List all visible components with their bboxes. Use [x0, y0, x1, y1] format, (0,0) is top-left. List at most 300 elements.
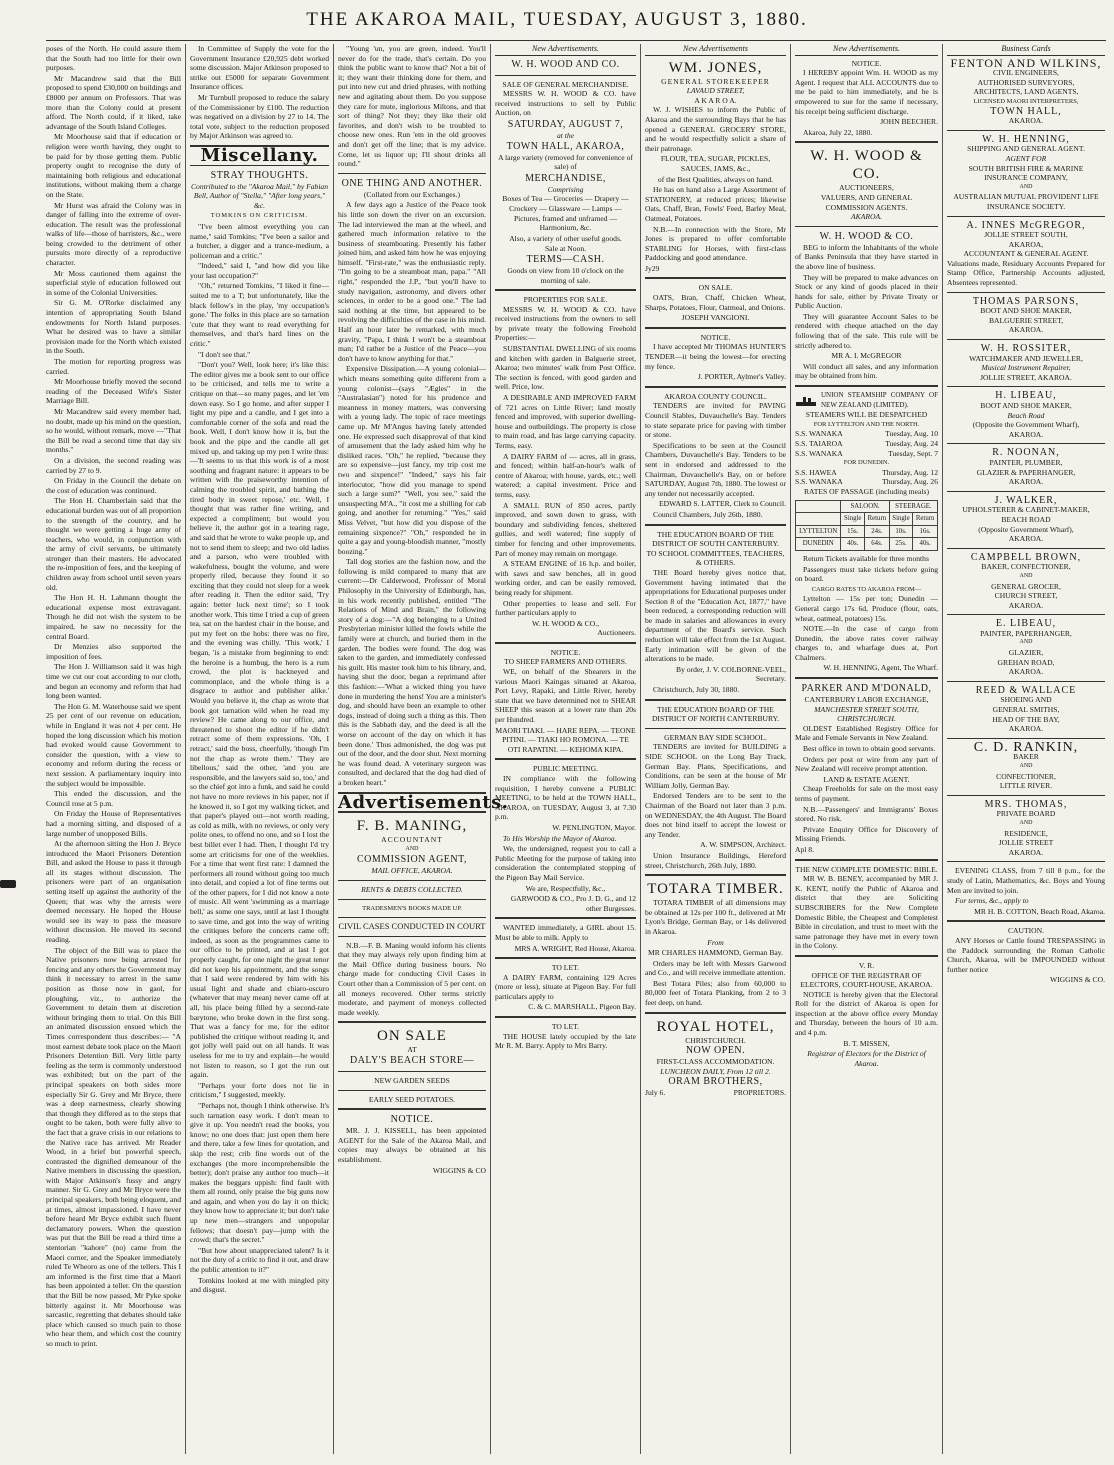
business-card — [947, 297, 1105, 335]
card-name: A. INNES McGREGOR, — [966, 219, 1086, 231]
card-name: W. H. HENNING, — [982, 133, 1070, 145]
card-line: PAINTER, PAPERHANGER, — [980, 628, 1072, 638]
card-line: JOLLIE STREET — [998, 838, 1054, 848]
ad-body: Orders may be left with Messrs Garwood and Co., and will receive immediate attention. — [645, 958, 786, 978]
ad-line: GENERAL STOREKEEPER — [661, 76, 770, 86]
ad-line: Goods on view from 10 o'clock on the morning of sale. — [507, 265, 624, 285]
ship-schedule-north — [795, 429, 938, 458]
article-paragraph: "But how about unappreciated talent? Is it not the duty of a critic to find it out, and draw the public attention to it?" — [190, 1245, 329, 1275]
ad-line: CIVIL CASES CONDUCTED IN COURT — [338, 921, 486, 932]
article-paragraph: The Hon J. Williamson said it was high time we cut our coat according to our cloth, and begun an economy and reform that had long been wanted. — [46, 662, 181, 701]
section-divider — [947, 443, 1105, 444]
card-line: AGENT FOR — [1005, 153, 1047, 163]
card-line: JOLLIE STREET, AKAROA. — [980, 372, 1072, 382]
ad-line: FOR LYTTELTON AND THE NORTH. — [813, 420, 920, 428]
article-paragraph: Mr Macandrew said that the Bill proposed to spend £30,000 on buildings and £8000 per annum on Professors. That was more than the Colony could at present afford. The North could, if it liked, take advantage of the South Island Colleges. — [46, 73, 181, 131]
section-divider — [645, 1012, 786, 1014]
ad-title: UNION STEAMSHIP COMPANY OF NEW ZEALAND (LIMITED). — [821, 391, 938, 409]
ad-body: WE, on behalf of the Shearers in the various Maori Kaingas situated at Akaroa, Port Levy, Rapaki, and Little River, hereby state that we have determined not to SHEAR SHEEP this season at a lower rate than 20s per Hundred. — [495, 667, 636, 725]
business-card — [947, 800, 1105, 858]
ad-body: Lyttelton — 15s per ton; Dunedin — General cargo 17s 6d, Produce (flour, oats, wheat, oatmeal, potatoes) 15s. — [795, 594, 938, 623]
ad-title: NOTICE. — [390, 1114, 434, 1126]
column-rule — [942, 44, 943, 1454]
ad-line: at the — [556, 130, 575, 140]
ad-title: OFFICE OF THE REGISTRAR OF ELECTORS, COURT-HOUSE, AKAROA. — [800, 970, 933, 990]
section-title-advertisements: Advertisements. — [338, 791, 509, 813]
section-divider — [338, 880, 486, 881]
ad-title: ON SALE — [377, 1028, 447, 1045]
article-paragraph: Mr Moorhouse said that if education or religion were worth having, they ought to be paid for by those getting them. Public property ought to recognise the duty of maintaining both religious and educational institutions, without making them a charge on the State. — [46, 132, 181, 199]
column-rule — [640, 44, 641, 1454]
ad-line: Boxes of Tea — Groceries — Drapery — Crockery — Glassware — Lamps — Pictures, framed and unframed — Harmonium, &c. — [502, 194, 629, 233]
section-divider — [495, 642, 636, 644]
column-business-cards — [947, 44, 1105, 1454]
table-cell: Single — [889, 513, 913, 526]
ad-line: AKAROA. — [850, 212, 882, 222]
ad-title: ROYAL HOTEL, — [656, 1018, 775, 1035]
section-divider — [495, 917, 636, 919]
ad-body: I have accepted Mr THOMAS HUNTER'S TENDER—it being the lowest—for erecting my fence. — [645, 342, 786, 371]
card-line: Valuations made, Residuary Accounts Prepared for Stamp Office, Partnership Accounts adjusted, Absentees represented. — [947, 258, 1105, 288]
section-divider — [795, 955, 938, 957]
card-line: GLAZIER & PAPERHANGER, — [976, 467, 1076, 477]
card-line: (Opposite Government Wharf), — [978, 524, 1074, 534]
ad-title: THE EDUCATION BOARD OF THE DISTRICT OF SOUTH CANTERBURY. — [652, 529, 779, 549]
section-divider — [338, 1108, 486, 1110]
article-paragraph: On a division, the second reading was carried by 27 to 9. — [46, 455, 181, 475]
ad-line: FIRST-CLASS ACCOMMODATION. — [656, 1057, 775, 1067]
business-card — [947, 553, 1105, 611]
ad-signature: JOHN BEECHER. — [880, 117, 938, 127]
ad-body: A STEAM ENGINE of 16 h.p. and boiler, with saws and saw benches, all in good working order, and can be easily removed, being ready for shipment. — [495, 559, 636, 597]
ad-line: NOW OPEN. — [685, 1045, 746, 1057]
column-header: New Advertisements. — [795, 44, 938, 56]
ad-line: STEAMERS WILL BE DESPATCHED — [805, 410, 928, 420]
card-line: BAKER — [1013, 752, 1039, 762]
card-name: R. NOONAN, — [992, 447, 1060, 459]
article-paragraph: Mr Macandrew said every member had, no doubt, made up his mind on the question, so he would, without remark, move —"That the Bill be read a second time that day six months." — [46, 406, 181, 455]
card-line: AND — [1019, 572, 1033, 579]
ad-signature: MRS A. WRIGHT, Red House, Akaroa. — [514, 943, 636, 953]
table-cell: 15s. — [841, 525, 865, 538]
ad-title: NOTICE. — [700, 332, 731, 342]
section-divider — [495, 1016, 636, 1018]
ad-body: TENDERS are invited for BUILDING a SIDE SCHOOL on the Long Bay Track, German Bay. Plans, Specifications, and Conditions, can be seen at the house of Mr William Jolly, German Bay. — [645, 742, 786, 790]
ad-line: TRADESMEN'S BOOKS MADE UP. — [362, 904, 462, 912]
card-line: AKAROA. — [1008, 724, 1044, 734]
article-paragraph: Tall dog stories are the fashion now, and the following is mild compared to many that are current:—Dr Calderwood, Professor of Moral Philosophy in the University of Edinburgh, has, in his work recently published, entitled "The Relations of Mind and Brain," the following story of a dog:—"A dog belonging to a United Presbyterian minister killed the fowls while the family were at church, and buried them in the garden. The bodies were found. The dog was taken to the garden, and immediately confessed his guilt. His master took him to his library, and, having shut the door, began a reprimand after this fashion:—'What a wicked thing you have done in murdering the hens! You are a minister's dog, and should have been an example to other dogs, instead of doing such a thing as this. Then this is the Sabbath day, and the deed is all the worse on account of the day on which it has been done.' Thus admonished, the dog was put out of the door, and the door shut. Next morning he was found dead. A veterinary surgeon was consulted, and declared that the dog had died of a broken heart." — [338, 557, 486, 787]
ad-line: COMMISSION AGENT, — [357, 854, 467, 866]
business-card — [947, 496, 1105, 544]
article-paragraph: "Perhaps your forte does not lie in criticism," I suggested, meekly. — [190, 1080, 329, 1100]
ad-signature: MR CHARLES HAMMOND, German Bay. — [648, 948, 783, 958]
card-line: UPHOLSTERER & CABINET-MAKER, — [962, 505, 1090, 515]
ad-line: RATES OF PASSAGE (including meals) — [803, 486, 930, 496]
column-header: New Advertisements. — [495, 44, 636, 56]
ad-body: NOTE.—In the case of cargo from Dunedin, the above rates cover railway charges to, and wharfage dues at, Port Chalmers. — [795, 624, 938, 662]
ad-subtitle: TO SCHOOL COMMITTEES, TEACHERS, & OTHERS. — [646, 548, 785, 568]
business-card — [947, 135, 1105, 212]
ad-line: From — [707, 937, 724, 947]
section-divider — [947, 738, 1105, 739]
card-line: LITTLE RIVER. — [999, 781, 1053, 791]
card-line: WATCHMAKER AND JEWELLER, — [969, 353, 1083, 363]
ship-date: Tuesday, Aug. 24 — [885, 439, 938, 448]
ad-title: PUBLIC MEETING. — [533, 764, 598, 774]
ad-body: He has on hand also a Large Assortment of STATIONERY, at reduced prices; likewise Oats, Chaff, Bran, Fowls' Feed, Barley Meal, Oatmeal, Potatoes. — [645, 185, 786, 223]
ad-line: Sale at Noon. — [544, 244, 587, 254]
ad-body: Cheap Freeholds for sale on the most easy terms of payment. — [795, 784, 938, 803]
ad-signature: WIGGINS & CO — [432, 1165, 486, 1175]
ad-body: To His Worship the Mayor of Akaroa. — [503, 833, 617, 843]
section-title-miscellany: Miscellany. — [200, 144, 319, 166]
card-line: RESIDENCE, — [1004, 828, 1048, 838]
card-line: Beach Road — [1007, 410, 1045, 420]
ad-line: SATURDAY, AUGUST 7, — [507, 118, 624, 130]
ad-line: VALUERS, AND GENERAL — [820, 192, 913, 202]
card-name: THOMAS PARSONS, — [972, 295, 1080, 307]
ship-date: Tuesday, Aug. 10 — [885, 429, 938, 439]
section-divider — [947, 130, 1105, 131]
card-line: BEACH ROAD — [1001, 514, 1051, 524]
section-divider — [795, 677, 938, 679]
ad-signature: Auctioneers. — [597, 628, 636, 638]
card-name: REED & WALLACE — [975, 684, 1077, 696]
ad-line: Also, a variety of other useful goods. — [509, 233, 622, 243]
ad-line: AUCTIONEERS, — [839, 183, 894, 193]
table-cell: Return — [913, 513, 938, 526]
article-paragraph: This ended the discussion, and the Council rose at 5 p.m. — [46, 789, 181, 808]
article-paragraph: Mr Moss cautioned them against the superficial style of education followed out in some of the Colonial Universities. — [46, 268, 181, 297]
ad-body: We, the undersigned, request you to call a Public Meeting for the purpose of taking into consideration the contemplated stopping of the Pigeon Bay Mail Service. — [495, 844, 636, 882]
masthead-rule — [46, 40, 1106, 41]
section-divider — [947, 681, 1105, 682]
ad-title: PROPERTIES FOR SALE. — [523, 295, 608, 305]
column-rule — [490, 44, 491, 1454]
ship-name: S.S. WANAKA — [795, 477, 843, 487]
ad-body: We are, Respectfully, &c., — [525, 883, 606, 893]
passage-rates-table — [795, 500, 938, 551]
article-paragraph: The motion for reporting progress was carried. — [46, 357, 181, 376]
ad-signature: JOSEPH VANGIONI. — [681, 313, 750, 323]
column-new-advertisements-3 — [795, 44, 938, 1454]
business-card — [947, 344, 1105, 382]
ad-line: TERMS—CASH. — [526, 253, 605, 265]
print-blot — [0, 880, 16, 888]
card-name: MRS. THOMAS, — [984, 798, 1068, 810]
ad-line: MAIL OFFICE, AKAROA. — [371, 866, 453, 876]
ad-line: FLOUR, TEA, SUGAR, PICKLES, SAUCES, JAMS, &c., — [660, 154, 771, 173]
ad-signature: EDWARD S. LATTER, Clerk to Council. — [659, 499, 786, 509]
ad-line: TOWN HALL, AKAROA, — [506, 140, 625, 152]
section-divider — [947, 861, 1105, 862]
ad-signature: W. H. WOOD & CO., — [531, 618, 600, 628]
ad-line: MERCHANDISE, — [525, 172, 606, 184]
card-line: BOOT AND SHOE MAKER, — [980, 401, 1072, 410]
card-line: AND — [1019, 183, 1033, 190]
ad-body: Best office in town to obtain good servants. — [803, 744, 936, 754]
table-cell: 64s. — [865, 538, 890, 551]
card-line: ACCOUNTANT & GENERAL AGENT. — [963, 249, 1089, 259]
card-line: HEAD OF THE BAY, — [992, 714, 1060, 724]
section-divider — [338, 1090, 486, 1091]
ad-body: Orders per post or wire from any part of New Zealand will receive prompt attention. — [795, 754, 938, 774]
section-divider — [495, 75, 636, 76]
ad-title: F. B. MANING, — [356, 818, 468, 835]
article-paragraph: On Friday the House of Representatives had a morning sitting, and disposed of a large number of unopposed Bills. — [46, 809, 181, 838]
ad-body: I HEREBY appoint Wm. H. WOOD as my Agent. I request that ALL ACCOUNTS due to me be paid to him immediately, and he is empowered to sue for the same if necessary, his receipt being sufficient discharge. — [795, 68, 938, 116]
table-cell: Return — [865, 513, 890, 526]
column-one-thing-and-another — [338, 44, 509, 1454]
section-divider — [795, 141, 938, 143]
card-line: AUTHORISED SURVEYORS, — [977, 77, 1075, 87]
table-row — [796, 525, 938, 538]
section-divider — [338, 899, 486, 900]
column-rule — [185, 44, 186, 1454]
ad-signature: W. PENLINGTON, Mayor. — [552, 822, 636, 832]
table-cell: 16s. — [913, 525, 938, 538]
ship-row — [795, 429, 938, 439]
ad-line: LUNCHEON DAILY, From 12 till 2. — [660, 1066, 771, 1076]
business-card — [947, 686, 1105, 734]
ad-body: MESSRS W. H. WOOD & CO. have received instructions from the owners to sell by private treaty the following Freehold Properties:— — [495, 304, 636, 343]
section-divider — [495, 289, 636, 291]
section-divider — [338, 917, 486, 918]
ad-title: AKAROA COUNTY COUNCIL. — [664, 391, 767, 401]
ad-date: Akaroa, July 22, 1880. — [803, 127, 873, 137]
ship-row — [795, 468, 938, 478]
ad-body: IN compliance with the following requisition, I hereby convene a PUBLIC MEETING, to be held at the TOWN HALL, AKAROA, on TUESDAY, August 3, at 7.30 p.m. — [495, 774, 636, 822]
ad-line: Comprising — [547, 184, 584, 194]
ad-body: Return Tickets available for three months — [803, 553, 929, 563]
article-paragraph: The object of the Bill was to place the Native prisoners now being arrested for fencing and any others the Government may think it necessary to arrest in the same position as those now in gaol, for ploughing, viz., to authorize the Government to detain them at discretion without bringing them to trial. On this Bill an animated discussion ensued which the Times correspondent thus describes:— "A most earnest debate took place on the Maori Prisoners Detention Bill. Very little party feeling as the term is commonly understood was exhibited; but on the part of the principal speakers on both sides more especially Sir G. Grey and Mr Bryce, there was a deep earnestness, clearly showing that though they differed as to the steps that ought to be taken, both were fully alive to the fact that a grave crisis in our relations to the Native race has arrived. Mr Reader Wood, in a brief but powerful speech, contrasted the dignified demeanour of the Native members in discussing the question, with Major Atkinson's fussy and angry manner. Sir G. Grey and Mr Bryce were the principal speakers, both being eloquent, and at times, almost impassioned. I have never before heard Mr Bryce exhibit such fluent declamatory powers. When the question was put that the Bill be read a third time a stentorian "kahore" (no) came from the Maori corner, and the Speaker immediately ruled Te Wheoro as one of the tellers. This I am informed is the first time that a Maori has been appointed a teller. On the question that the Bill be now passed, Mr Pyke spoke bitterly against it. Mr Moorhouse was sarcastic, regretting that debates should take place which caused so much pain to those who hear them, and which cost the country so much to print. — [46, 945, 181, 1348]
section-divider — [338, 1021, 486, 1023]
column-miscellany — [190, 44, 329, 1454]
steamship-icon — [795, 394, 817, 408]
ad-body: TOTARA TIMBER of all dimensions may be obtained at 12s per 100 ft., delivered at Mr Lyon's Bridge, German Bay, or 14s delivered in Akaroa. — [645, 898, 786, 936]
ad-title: TOTARA TIMBER. — [647, 881, 784, 898]
card-line: GREHAN ROAD, — [997, 657, 1055, 667]
ad-body: Specifications to be seen at the Council Chambers, Duvauchelle's Bay. Tenders to be sent in endorsed and addressed to the Chairman, Duvauchelle's Bay, on or before SATURDAY, August 7th, 1880. The lowest or any tender not necessarily accepted. — [645, 440, 786, 498]
ad-line: CARGO RATES TO AKAROA FROM— — [811, 585, 922, 593]
section-divider — [947, 216, 1105, 217]
article-paragraph: "Perhaps not, though I think otherwise. It's such tarnation easy work. I don't mean to give it up. You needn't read the books, you know; no one does that: just open them here and there, take a few lines for quotation, and skip the rest; crib fine words out of the exchanges (the more incomprehensible the better); don't praise any author too much—it makes the beggars uppish: find fault with them all round, only praise the big guns now and again, and when you do lay it on thick; they know how to appreciate it; but don't take up new men—strangers and unpopular fellows; that doesn't pay—jump with the crowd; that's the secret." — [190, 1100, 329, 1245]
section-divider — [645, 728, 786, 729]
ad-line: LAND & ESTATE AGENT. — [823, 774, 910, 784]
card-line: CONFECTIONER, — [996, 771, 1056, 781]
ship-name: S.S. HAWEA — [795, 467, 837, 477]
ad-line: A large variety (removed for convenience of sale) of — [498, 152, 633, 172]
ad-line: LAVAUD STREET, — [686, 86, 745, 96]
card-line: AKAROA. — [1008, 600, 1044, 610]
section-divider — [947, 795, 1105, 796]
ship-name: S.S. WANAKA — [795, 429, 843, 439]
article-title: ONE THING AND ANOTHER. — [341, 177, 483, 189]
ad-line: MANCHESTER STREET SOUTH, CHRISTCHURCH. — [814, 704, 919, 724]
ad-body: ANY Horses or Cattle found TRESPASSING in the Paddock surrounding the Roman Catholic Church, Akaroa, will be IMPOUNDED without further notice — [947, 935, 1105, 974]
article-paragraph: The Hon H. H. Lahmann thought the educational expense most extravagant. Though he did not wish the system to be impaired, he saw no necessity for the central Board. — [46, 593, 181, 641]
ship-row — [795, 439, 938, 449]
ad-line: A K A R O A. — [694, 95, 737, 105]
article-paragraph: Mr Moorhouse briefly moved the second reading of the Deceased Wife's Sister Marriage Bill. — [46, 377, 181, 406]
section-divider — [795, 385, 938, 387]
ad-line: EARLY SEED POTATOES. — [368, 1094, 456, 1104]
ad-body: A DAIRY FARM of — acres, all in grass, and fenced; within half-an-hour's walk of centre of Akaroa; with house, yards, etc.; well watered; a capital investment. Price and terms, easy. — [495, 451, 636, 499]
card-line: AKAROA, — [1008, 239, 1044, 249]
ad-body: SUBSTANTIAL DWELLING of six rooms and kitchen with garden in Balguerie street, Akaroa; two minutes' walk from Post Office. The section is fenced, with good garden and well. Price, low. — [495, 344, 636, 392]
table-cell: 40s. — [841, 538, 865, 551]
card-line: BAKER, CONFECTIONER, — [981, 562, 1071, 572]
ad-body: W. J. WISHES to inform the Public of Akaroa and the surrounding Bays that he has opened a GENERAL GROCERY STORE, and he would respectfully solicit a share of their patronage. — [645, 105, 786, 153]
section-divider — [338, 936, 486, 937]
ad-body: BEG to inform the Inhabitants of the whole of Banks Peninsula that they have started in the above line of business. — [795, 242, 938, 271]
ad-body: MR W. B. BENEY, accompanied by MR J. K. KENT, notify the Public of Akaroa and district that they are Soliciting SUBSCRIBERS for the New Complete Domestic Bible, the Cheapest and Completest Bible in circulation, and trust to meet with the same patronage they have met in every town in the Colony. — [795, 874, 938, 951]
ad-date: Jy29 — [645, 263, 660, 273]
business-card — [947, 221, 1105, 288]
ad-title: TO LET. — [551, 963, 580, 973]
table-cell: 40s. — [913, 538, 938, 551]
article-paragraph: Mr Turnbull proposed to reduce the salary of the Commissioner by £100. The reduction was negatived on a division by 27 to 14. The total vote, subject to the reduction proposed by Major Atkinson was agreed to. — [190, 92, 329, 141]
card-line: LICENSED MAORI INTERPRETERS, — [973, 97, 1079, 105]
card-line: TOWN HALL, — [990, 105, 1062, 117]
ad-signature: W. H. HENNING, Agent, The Wharf. — [823, 663, 938, 673]
ad-signature: B. T. MISSEN, — [843, 1038, 890, 1048]
section-divider — [645, 386, 786, 388]
ad-signature: WIGGINS & CO. — [1049, 975, 1105, 985]
article-paragraph: At the afternoon sitting the Hon J. Bryce introduced the Maori Prisoners Detention Bill, and asked the House to pass it through all its stages without discussion. The prisoners were part of an organisation setting itself up against the authority of the Queen; that was why the arrests were deemed necessary. He hoped the House would see its way to pass the measure without discussion. He moved its second reading. — [46, 839, 181, 945]
ad-signature: Registrar of Electors for the District of Akaroa. — [807, 1049, 926, 1068]
article-paragraph: On Friday in the Council the debate on the cost of education was continued. — [46, 476, 181, 495]
article-paragraph: The Hon H. Chamberlain said that the educational burden was out of all proportion to the strength of the country, and he thought we were getting a huge army of teachers, who would, in conjunction with the army of civil servants, be ultimately stronger than their masters. He advocated the re-imposition of fees, and the keeping of children away from school until seven years old. — [46, 496, 181, 592]
ad-title: W. H. WOOD & CO. — [819, 230, 914, 242]
section-divider — [795, 859, 938, 861]
section-divider — [645, 327, 786, 329]
ad-body: MESSRS W. H. WOOD & CO. have received instructions to sell by Public Auction, on — [495, 89, 636, 118]
card-name: C. D. RANKIN, — [973, 739, 1079, 755]
card-line: AKAROA. — [1008, 429, 1044, 439]
section-divider — [947, 292, 1105, 293]
column-header: New Advertisements — [645, 44, 786, 56]
card-name: CAMPBELL BROWN, — [970, 551, 1082, 563]
ad-line: RENTS & DEBTS COLLECTED. — [361, 884, 463, 894]
ad-signature: J. PORTER, Aylmer's Valley. — [697, 372, 786, 382]
card-line: AND — [1019, 763, 1033, 769]
article-paragraph: "Indeed," said I, "and how did you like your last occupation?" — [190, 261, 329, 280]
card-line: AKAROA. — [1008, 667, 1044, 677]
ad-body: They will guarantee Account Sales to be rendered with cheque attached on the day following that of the sale. This rule will be strictly adhered to. — [795, 311, 938, 350]
card-line: AND — [1019, 819, 1033, 826]
card-line: BALGUERIE STREET, — [988, 315, 1064, 325]
ad-title: SALE OF GENERAL MERCHANDISE. — [502, 79, 629, 89]
ad-body: Best Totara Piles; also from 60,000 to 80,000 feet of Totara Planking, from 2 to 3 feet deep, on hand. — [645, 978, 786, 1008]
ad-body: A DESIRABLE AND IMPROVED FARM of 721 acres on Little River; land mostly fenced and improved, with superior dwelling-house and outbuildings. The property is close to main road, and has large carrying capacity. Terms, easy. — [495, 393, 636, 450]
ad-line: DALY'S BEACH STORE— — [349, 1055, 475, 1067]
ad-body: THE HOUSE lately occupied by the late Mr R. M. Barry. Apply to Mrs Barry. — [495, 1031, 636, 1051]
section-divider — [338, 173, 486, 174]
ship-schedule-dunedin — [795, 468, 938, 487]
card-line: AKAROA. — [1008, 847, 1044, 857]
card-line: GENERAL SMITHS, — [992, 705, 1060, 715]
card-line: SHIPPING AND GENERAL AGENT. — [967, 144, 1085, 154]
article-paragraph: "Young 'un, you are green, indeed. You'll never do for the trade, that's certain. Do you think the public want to know that? Not a bit of it; they want their thinking done for them, and put into new cut and dried phrases, with nothing new and agitating about them. Do you suppose they care for mute, inglorious Miltons, and that sort of thing? Not they; they like their old favorites, and don't wish to be troubled to choose new ones. Run 'em in the old grooves and don't get off the line; that is my advice. Come, let us liquor up; I'll shout drinks all round." — [338, 44, 486, 169]
card-line: BOOT AND SHOE MAKER, — [980, 306, 1072, 316]
article-paragraph: Mr Hurst was afraid the Colony was in danger of falling into the extreme of over-education. The result was the professional walks of life—those of barristers, &c., were being crowded to the detriment of other pursuits more directly of a reproductive character. — [46, 200, 181, 268]
ad-title: CAUTION. — [1007, 926, 1045, 936]
ad-line: NEW GARDEN SEEDS — [374, 1076, 450, 1086]
card-line: PAINTER, PLUMBER, — [989, 457, 1063, 467]
ad-line: CANTERBURY LABOR EXCHANGE, — [804, 695, 929, 705]
table-header: SALOON. — [841, 500, 889, 513]
table-header — [796, 500, 841, 513]
article-paragraph: "Oh," returned Tomkins, "I liked it fine—suited me to a T; but unfortunately, like the black fellow's in the play, 'my occupation's gone.' The folks in this place are so tarnation 'cute that they want to read everything for themselves, and that's hard lines on the critic." — [190, 281, 329, 349]
ad-signature: C. & C. MARSHALL, Pigeon Bay. — [528, 1002, 636, 1012]
card-name: FENTON AND WILKINS, — [950, 55, 1102, 70]
section-divider — [947, 614, 1105, 615]
card-line: GLAZIER, — [1008, 648, 1044, 658]
card-line: SHOEING AND — [1000, 695, 1052, 705]
ad-body: NOTICE is hereby given that the Electoral Roll for the district of Akaroa is open for inspection at the above office every Monday and Thursday, between the hours of 10 a.m. and 4 p.m. — [795, 989, 938, 1038]
ad-line: AT — [407, 1045, 417, 1055]
section-divider — [645, 277, 786, 279]
card-line: SOUTH BRITISH FIRE & MARINE INSURANCE COMPANY, — [968, 163, 1084, 183]
ad-line: AND — [405, 845, 419, 852]
ship-row — [795, 449, 938, 459]
ad-body: EVENING CLASS, from 7 till 8 p.m., for the study of Latin, Mathematics, &c. Boys and Young Men are invited to join. — [947, 866, 1105, 895]
ad-title: TO LET. — [551, 1022, 580, 1032]
ad-title: THE NEW COMPLETE DOMESTIC BIBLE. — [795, 864, 938, 874]
ad-body: N.B.—F. B. Maning would inform his clients that they may always rely upon finding him at the Mail Office during business hours. No charge made for conducting Civil Cases in Court other than a Commission of 5 per cent. on all moneys recovered. Other terms strictly moderate, and payment of moneys collected made weekly. — [338, 940, 486, 1017]
ad-body: WANTED immediately, a GIRL about 15. Must be able to milk. Apply to — [495, 923, 636, 942]
ad-title: W. H. WOOD AND CO. — [511, 58, 620, 70]
article-paragraph: Dr Menzies also supported the imposition of fees. — [46, 642, 181, 661]
card-name: H. LIBEAU, — [995, 390, 1057, 402]
section-divider — [338, 1071, 486, 1072]
card-line: Musical Instrument Repairer, — [981, 363, 1071, 373]
table-cell: 24s. — [865, 525, 890, 538]
table-cell — [796, 513, 841, 526]
ad-signature: MR H. B. COTTON, Beach Road, Akaroa. — [974, 906, 1105, 916]
section-divider — [645, 699, 786, 701]
table-row — [796, 538, 938, 551]
ad-line: MR A. I. McGREGOR — [831, 351, 902, 361]
card-line: PRIVATE BOARD — [996, 809, 1056, 819]
article-paragraph: "I've been almost everything you can name," said Tomkins; "I've been a sailor and a butcher, a digger and a trance-medium, a policeman and a critic." — [190, 221, 329, 260]
section-divider — [645, 524, 786, 526]
ad-body: MR. J. J. KISSELL, has been appointed AGENT for the Sale of the Akaroa Mail, and copies may always be obtained at his establishment. — [338, 1126, 486, 1164]
article-paragraph: "Don't you? Well, look here; it's like this: The editor gives me a book sent to our office to be criticised, and tells me to write a critique on that—so many pages, and let 'em down easy. So I go home, and after supper I light my pipe and a candle, and I get into a comfortable corner of the sofa and read the book. Well, I don't know how it is, but the book and the pipe and the candle all get mixed up, and taking up my pen I write thus:—'It seems to us that this work is of a most soothing and fragrant nature: it appears to be written with the praiseworthy intention of calming the troubled spirit, and bathing the tired body in sweet repose,' etc. Well, I thought that was rather fine writing, and expected a compliment; but would you believe it, the author got in a tearing rage, and said that he wrote to wake people up, and not to send them to sleep; and two old ladies and a parson, who were troubled with wakefulness, bought the volume, and were properly riled, because they found it so exciting that they could not sleep for a week after reading it. Then the editor said, 'Try again: better luck next time'; so I took another work. This time I tried a cup of green tea, sat on the hardest chair in the house, and put my feet on the hobs: there was no fire, and the evening was chilly. 'This work,' I began, 'is a mistake from beginning to end: the heroine is a humbug, the hero is a rum crowd, the plot is hackneyed and commonplace, and the whole thing is a disgrace to author and publisher alike.' Would you believe it, the chap as wrote that book got tarnation wild when he read my review? He came along to our office, and threatened to shoot the editor if he didn't retract some of them expressions. 'Oh, I retract,' said the boss, cheerfully, 'though I'm not the chap as wrote them.' 'They are libellous,' said the other, 'and you are responsible, and the lawyers said so, too,' and so the chief got into a funk, and said he could not have no more reviews in his paper, not if he knowed it, so I got my walking ticket, and that paper's played out—not worth reading, as cold as milk, with no reviews, or only very polite ones, to offend no one, and so I lost the best billet ever I had. Then, I thought I'd try some art criticisms for one of the weeklies. For a time that went first rate: I damned the performers all round without going too much into detail, and copied a lot of fine terms out of the other papers, for I did not know a note of music. All went 'swimming as a marriage bell,' as some one says, until at last I thought to save time, and got into the way of writing the critiques before the concerts came off; indeed, as soon as the programmes came to our office to be printed, and at last I got properly caught, for one night the great tenor did not keep his appointment, and the songs that I said were rendered by him with his usual light and shade and chiaro-oscuro (whatever that may mean) never came off at all, his place being filled by a second-rate barytone, who broke down in the first song. That was a fancy for me, for the editor published the critique without reading it, and got jolly well paid out on all hands. It was useless for me to try and explain—he would not listen to reason, so I got the run out again. — [190, 360, 329, 1080]
table-cell: LYTTELTON — [796, 525, 841, 538]
article-paragraph: Sir G. M. O'Rorke disclaimed any intention of appropriating South Island endowments for North Island purposes. What he desired was to have a similar provision made for the North which existed in the South. — [46, 298, 181, 356]
ship-row — [795, 477, 938, 487]
article-byline: Contributed to the "Akaroa Mail," by Fabian Bell, Author of "Stella," "After long years," &c. — [190, 181, 329, 210]
ad-signature: By order, J. V. COLBORNE-VEEL, Secretary. — [676, 664, 786, 684]
ad-body: Endorsed Tenders are to be sent to the Chairman of the Board not later than 3 p.m. on WEDNESDAY, the 4th August. The Board does not bind itself to accept the lowest or any Tender. — [645, 791, 786, 839]
article-subtitle: (Collated from our Exchanges.) — [363, 189, 461, 199]
card-line: ARCHITECTS, LAND AGENTS, — [973, 87, 1079, 97]
card-line: CHURCH STREET, — [994, 591, 1058, 601]
ad-body: They will be prepared to make advances on Stock or any kind of goods placed in their hands for sale, either by Private Treaty or Public Auction. — [795, 272, 938, 311]
ad-title: PARKER AND M'DONALD, — [801, 683, 932, 695]
ad-signature: GARWOOD & CO., Pro J. D. G., and 12 other Burgesses. — [510, 894, 636, 913]
card-name: E. LIBEAU, — [995, 618, 1057, 630]
ad-body: THE Board hereby gives notice that, Government having intimated that the appropriations for Educational purposes under Section 8 of the "Education Act, 1877," have been reduced, a corresponding reduction will be made in salaries and allowances in every department of the Board's service. Such reduction will take effect from the 1st August. Early intimation will be given of the alterations to be made. — [645, 567, 786, 664]
ad-title: NOTICE. — [851, 58, 882, 68]
section-divider — [947, 339, 1105, 340]
ad-body: A DAIRY FARM, containing 129 Acres (more or less), situate at Pigeon Bay. For full particulars apply to — [495, 972, 636, 1001]
column-rule — [333, 44, 334, 1454]
ad-line: of the Best Qualities, always on hand. — [657, 174, 774, 184]
table-cell: DUNEDIN — [796, 538, 841, 551]
